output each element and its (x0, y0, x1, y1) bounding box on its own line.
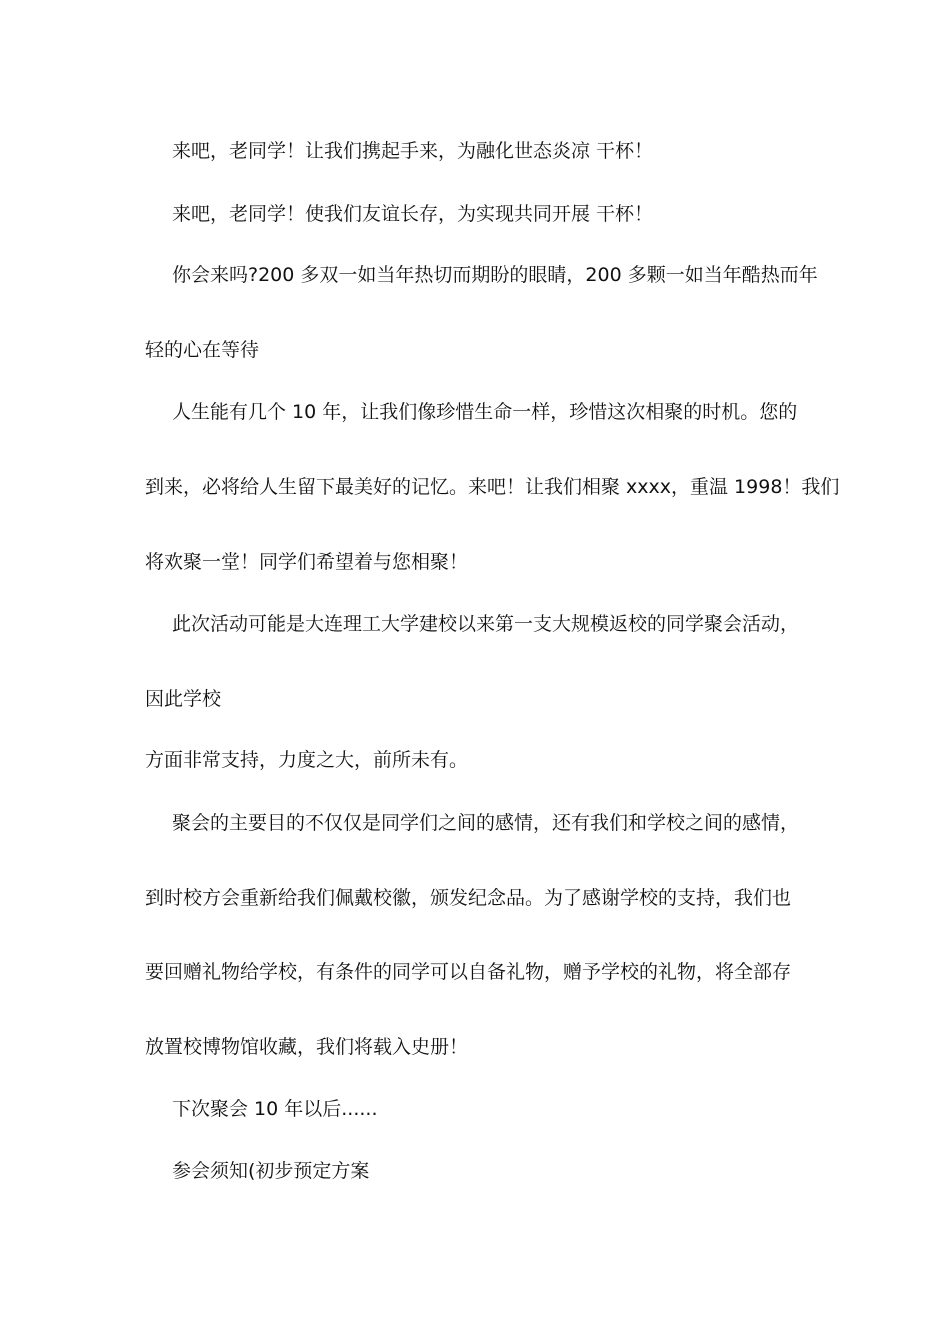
paragraph-line: 聚会的主要目的不仅仅是同学们之间的感情，还有我们和学校之间的感情， (172, 812, 800, 834)
paragraph-line: 方面非常支持，力度之大，前所未有。 (145, 749, 469, 771)
paragraph-line: 你会来吗?200 多双一如当年热切而期盼的眼睛，200 多颗一如当年酷热而年 (172, 264, 818, 286)
paragraph-line: 放置校博物馆收藏，我们将载入史册！ (145, 1036, 469, 1058)
paragraph-line: 将欢聚一堂！同学们希望着与您相聚！ (145, 551, 469, 573)
paragraph-line: 来吧，老同学！让我们携起手来，为融化世态炎凉 干杯！ (172, 140, 654, 162)
paragraph-line: 此次活动可能是大连理工大学建校以来第一支大规模返校的同学聚会活动， (172, 613, 800, 635)
paragraph-line: 轻的心在等待 (145, 339, 260, 361)
paragraph-line: 到时校方会重新给我们佩戴校徽，颁发纪念品。为了感谢学校的支持，我们也 (145, 887, 792, 909)
paragraph-line: 参会须知(初步预定方案 (172, 1160, 370, 1182)
paragraph-line: 来吧，老同学！使我们友谊长存，为实现共同开展 干杯！ (172, 203, 654, 225)
paragraph-line: 下次聚会 10 年以后...... (172, 1098, 378, 1120)
paragraph-line: 人生能有几个 10 年，让我们像珍惜生命一样，珍惜这次相聚的时机。您的 (172, 401, 798, 423)
paragraph-line: 到来，必将给人生留下最美好的记忆。来吧！让我们相聚 xxxx，重温 1998！我们 (145, 476, 840, 498)
paragraph-line: 要回赠礼物给学校，有条件的同学可以自备礼物，赠予学校的礼物，将全部存 (145, 961, 792, 983)
paragraph-line: 因此学校 (145, 688, 222, 710)
